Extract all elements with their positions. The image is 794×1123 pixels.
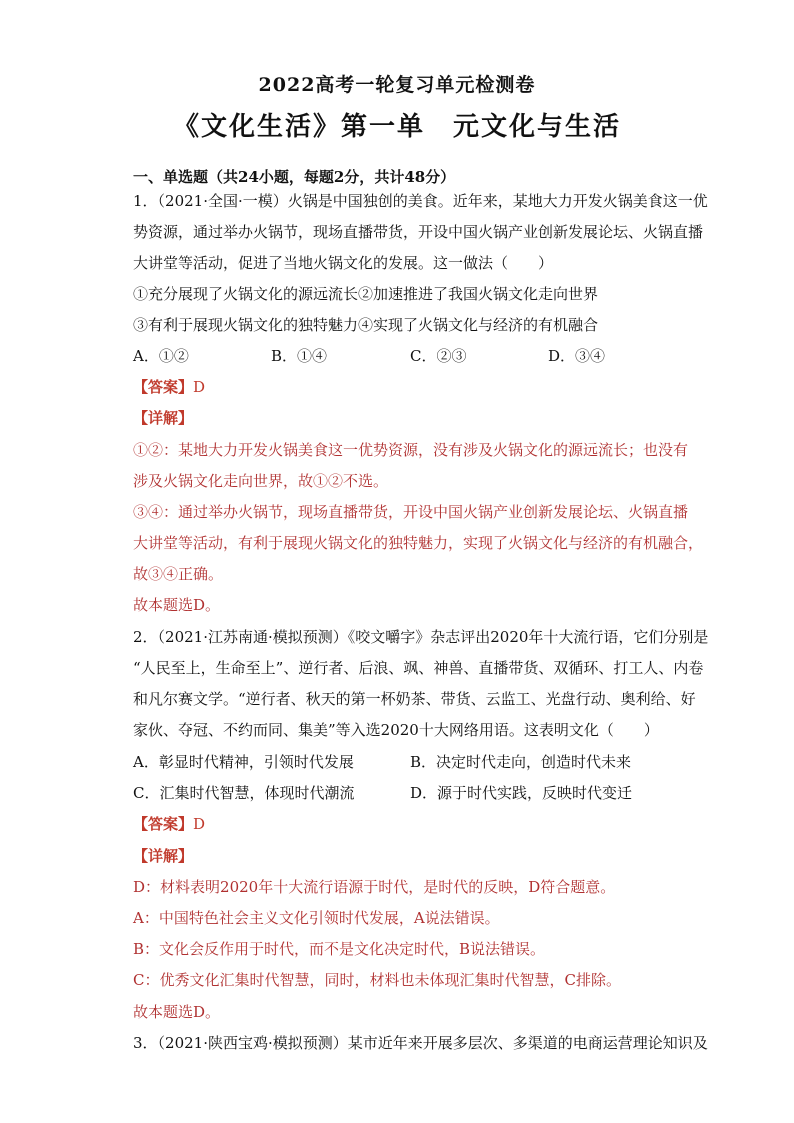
q1-conclusion: 故本题选D。 — [133, 596, 221, 614]
section-heading: 一、单选题（共24小题，每题2分，共计48分） — [133, 168, 456, 186]
q1-detail-tag — [133, 407, 693, 429]
q1-detail-1: ①②：某地大力开发火锅美食这一优势资源，没有涉及火锅文化的源远流长；也没有 — [133, 441, 689, 459]
q2-line-2: “人民至上，生命至上”、逆行者、后浪、飒、神兽、直播带货、双循环、打工人、内卷 — [133, 659, 704, 677]
q1-line-4: ①充分展现了火锅文化的源远流长②加速推进了我国火锅文化走向世界 — [133, 285, 599, 303]
answer-value: D — [193, 815, 206, 833]
q2-detail-tag — [133, 845, 693, 867]
answer-tag: 【答案】 — [133, 815, 194, 833]
detail-tag: 【详解】 — [133, 409, 194, 427]
q1-detail-2: 涉及火锅文化走向世界，故①②不选。 — [133, 472, 389, 490]
q2-option-a: A．彰显时代精神，引领时代发展 — [133, 753, 354, 771]
answer-value: D — [193, 378, 206, 396]
q1-line-3: 大讲堂等活动，促进了当地火锅文化的发展。这一做法（ ） — [133, 254, 554, 272]
q2-detail-1: D：材料表明2020年十大流行语源于时代，是时代的反映，D符合题意。 — [133, 878, 616, 896]
q2-conclusion: 故本题选D。 — [133, 1003, 221, 1021]
q2-detail-4: C：优秀文化汇集时代智慧，同时，材料也未体现汇集时代智慧，C排除。 — [133, 971, 621, 989]
q1-option-d: D．③④ — [548, 347, 606, 365]
q2-option-b: B．决定时代走向，创造时代未来 — [410, 753, 632, 771]
q2-detail-2: A：中国特色社会主义文化引领时代发展，A说法错误。 — [133, 909, 500, 927]
q1-line-1: 1．（2021·全国·一模）火锅是中国独创的美食。近年来，某地大力开发火锅美食这一优 — [133, 192, 708, 210]
q3-line-1: 3．（2021·陕西宝鸡·模拟预测）某市近年来开展多层次、多渠道的电商运营理论知识及 — [133, 1034, 708, 1052]
q2-option-c: C．汇集时代智慧，体现时代潮流 — [133, 784, 355, 802]
q1-detail-4: 大讲堂等活动，有利于展现火锅文化的独特魅力，实现了火锅文化与经济的有机融合， — [133, 534, 704, 552]
q1-option-c: C．②③ — [410, 347, 467, 365]
q2-line-3: 和凡尔赛文学。“逆行者、秋天的第一杯奶茶、带货、云监工、光盘行动、奥利给、好 — [133, 690, 696, 708]
q1-answer — [133, 376, 693, 398]
q1-detail-3: ③④：通过举办火锅节，现场直播带货，开设中国火锅产业创新发展论坛、火锅直播 — [133, 503, 689, 521]
q1-detail-5: 故③④正确。 — [133, 565, 224, 583]
q1-option-b: B．①④ — [271, 347, 328, 365]
q2-line-4: 家伙、夺冠、不约而同、集美”等入选2020十大网络用语。这表明文化（ ） — [133, 721, 659, 739]
q2-line-1: 2．（2021·江苏南通·模拟预测）《咬文嚼字》杂志评出2020年十大流行语，它们分别是 — [133, 628, 709, 646]
document-title: 2022高考一轮复习单元检测卷 — [258, 74, 536, 96]
document-subtitle: 《文化生活》第一单 元文化与生活 — [172, 112, 621, 142]
q2-detail-3: B：文化会反作用于时代，而不是文化决定时代，B说法错误。 — [133, 940, 546, 958]
detail-tag: 【详解】 — [133, 847, 194, 865]
q1-option-a: A．①② — [133, 347, 189, 365]
q1-line-5: ③有利于展现火锅文化的独特魅力④实现了火锅文化与经济的有机融合 — [133, 316, 599, 334]
q1-line-2: 势资源，通过举办火锅节，现场直播带货，开设中国火锅产业创新发展论坛、火锅直播 — [133, 223, 704, 241]
q2-option-d: D．源于时代实践，反映时代变迁 — [410, 784, 633, 802]
answer-tag: 【答案】 — [133, 378, 194, 396]
q2-answer — [133, 813, 693, 835]
